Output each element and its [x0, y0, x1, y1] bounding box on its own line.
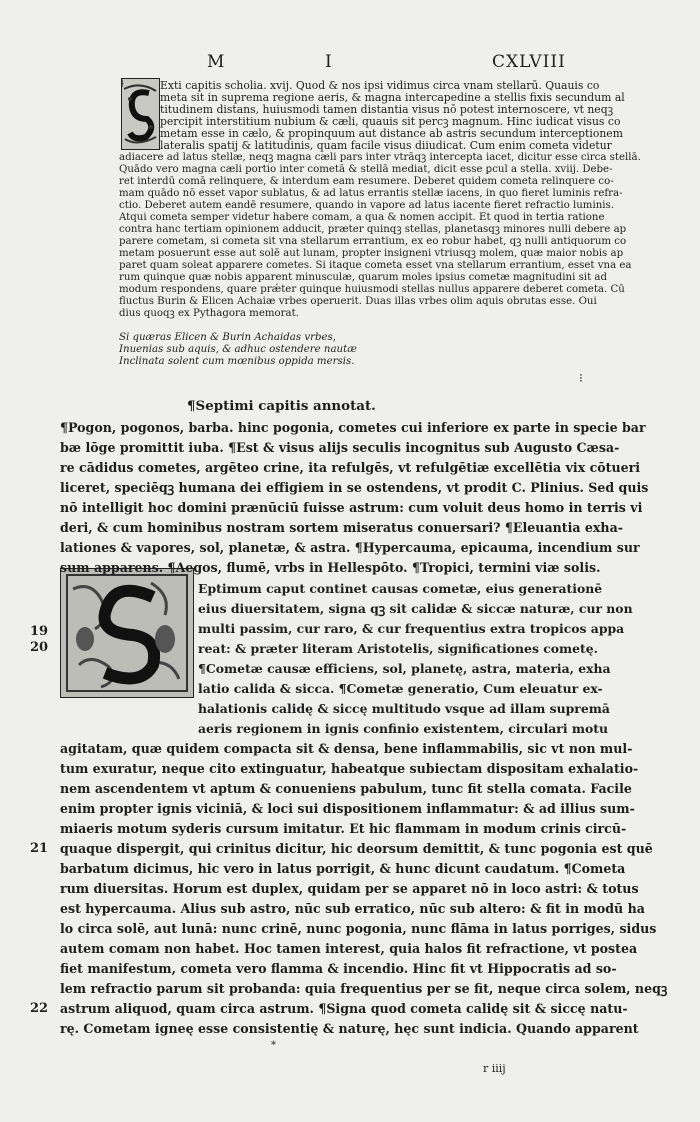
running-head-left: M	[207, 52, 226, 72]
text-line: lem refractio parum sit probanda: quia frequentius per se fit, neque circa solem, neqꝫ	[60, 981, 668, 996]
text-line: latio calida & sicca. ¶Cometæ generatio, Cum eleuatur ex-	[198, 681, 603, 696]
running-head-center: I	[325, 52, 333, 72]
text-line: reat: & præter literam Aristotelis, significationes cometę.	[198, 641, 598, 656]
signature-mark: r iiij	[483, 1062, 506, 1075]
text-line: adiacere ad latus stellæ, neqꝫ magna cæli pars inter vtrāqꝫ intercepta iacet, dicitur esse circa stellā.	[119, 152, 641, 163]
annotation-heading: ¶Septimi capitis annotat.	[187, 398, 376, 414]
text-line: est hypercauma. Alius sub astro, nūc sub erratico, nūc sub altero: & fit in modū ha	[60, 901, 645, 916]
woodcut-initial-s-small	[121, 78, 160, 150]
text-line: autem comam non habet. Hoc tamen interest, quia halos fit refractione, vt postea	[60, 941, 638, 956]
text-line: fiet manifestum, cometa vero flamma & incendio. Hinc fit vt Hippocratis ad so-	[60, 961, 617, 976]
text-line: liceret, speciēqꝫ humana dei effigiem in se ostendens, vt prodit C. Plinius. Sed quis	[60, 480, 649, 495]
text-line: nem ascendentem vt aptum & conueniens pabulum, tunc fit stella comata. Facile	[60, 781, 632, 796]
text-line: modum respondens, quare prǽter quinque huiusmodi stellas nullus apparere deberet cometa. Cū	[119, 284, 625, 295]
text-line: lationes & vapores, sol, planetæ, & astra. ¶Hypercauma, epicauma, incendium sur	[60, 540, 640, 555]
text-line: astrum aliquod, quam circa astrum. ¶Signa quod cometa calidę sit & siccę natu-	[60, 1001, 628, 1016]
text-line: meta sit in suprema regione aeris, & magna intercapedine a stellis fixis secundum al	[160, 91, 625, 104]
text-line: miaeris motum syderis cursum imitatur. Et hic flammam in modum crinis circū-	[60, 821, 627, 836]
text-line: Eptimum caput continet causas cometæ, eius generationē	[198, 581, 603, 596]
text-line: rę. Cometam igneę esse consistentię & naturę, hęc sunt indicia. Quando apparent	[60, 1021, 639, 1036]
text-line: ¶Cometæ causæ efficiens, sol, planetę, astra, materia, exha	[198, 661, 611, 676]
text-line: lateralis spatij & latitudinis, quam facile visus diiudicat. Cum enim cometa videtur	[160, 139, 612, 152]
text-line: Quādo vero magna cæli portio inter cometā & stellā mediat, dicit esse ꝑcul a stella. xviij. Debe-	[119, 164, 613, 175]
woodcut-initial-s-large	[60, 568, 194, 698]
margin-number: 21	[30, 841, 49, 856]
verse-line: Inuenias sub aquis, & adhuc ostendere nautæ	[119, 344, 357, 355]
text-line: enim propter ignis viciniā, & loci sui dispositionem inflammatur: & ad illius sum-	[60, 801, 635, 816]
margin-number: 19	[30, 624, 49, 639]
text-line: Atqui cometa semper videtur habere comam, a qua & nomen accipit. Et quod in tertia ratione	[119, 212, 605, 223]
text-line: fluctus Burin & Elicen Achaiæ vrbes operuerit. Duas illas vrbes olim aquis obrutas esse. Oui	[119, 296, 597, 307]
text-line: parere cometam, si cometa sit vna stellarum errantium, ex eo robur habet, qꝫ nulli antiquorum co	[119, 236, 627, 247]
text-line: rum quinque quæ nobis apparent minusculæ, quarum moles ipsius cometæ magnitudini sit ad	[119, 272, 607, 283]
text-line: bæ lōge promittit iuba. ¶Est & visus alijs seculis incognitus sub Augusto Cæsa-	[60, 440, 620, 455]
text-line: titudinem distans, huiusmodi tamen distantia visus nō potest internoscere, vt neqꝫ	[160, 103, 614, 116]
text-line: ¶Pogon, pogonos, barba. hinc pogonia, cometes cui inferiore ex parte in specie bar	[60, 420, 646, 435]
scholia-marker: ⟊	[121, 77, 124, 90]
text-line: dius quoqꝫ ex Pythagora memorat.	[119, 308, 299, 319]
text-line: quaque dispergit, qui crinitus dicitur, hic deorsum demittit, & tunc pogonia est quē	[60, 841, 653, 856]
text-line: rum diuersitas. Horum est duplex, quidam per se apparet nō in loco astri: & totus	[60, 881, 639, 896]
text-line: metam esse in cælo, & propinquum aut distance ab astris secundum interceptionem	[160, 127, 623, 140]
margin-number: 22	[30, 1001, 49, 1016]
text-line: paret quam soleat apparere cometes. Si itaque cometa esset vna stellarum errantium, esset vna ea	[119, 260, 632, 271]
text-line: deri, & cum hominibus nostram sortem miseratus conuersari? ¶Eleuantia exha-	[60, 520, 623, 535]
text-line: barbatum dicimus, hic vero in latus porrigit, & hunc dicunt caudatum. ¶Cometa	[60, 861, 626, 876]
text-line: halationis calidę & siccę multitudo vsque ad illam supremā	[198, 701, 610, 716]
text-line: tum exuratur, neque cito extinguatur, habeatque subiectam dispositam exhalatio-	[60, 761, 639, 776]
text-line: ret interdū comā relinquere, & interdum eam resumere. Deberet quidem cometa relinquere co-	[119, 176, 614, 187]
text-line: ctio. Deberet autem eandē resumere, quando in vapore ad latus iacente fieret refractio luminis.	[119, 200, 615, 211]
bottom-mark: *	[271, 1040, 276, 1051]
folio-number: CXLVIII	[492, 52, 566, 72]
text-line: percipit interstitium nubium & cæli, quauis sit percꝫ magnum. Hinc iudicat visus co	[160, 115, 621, 128]
text-line: contra hanc tertiam opinionem adducit, præter quinqꝫ stellas, planetasqꝫ minores nulli debere ap	[119, 224, 627, 235]
text-line: eius diuersitatem, signa qꝫ sit calidæ & siccæ naturæ, cur non	[198, 601, 633, 616]
text-line: Exti capitis scholia. xvij. Quod & nos ipsi vidimus circa vnam stellarū. Quauis co	[160, 79, 600, 92]
margin-mark: ⁝	[579, 371, 583, 385]
text-line: metam posuerunt esse aut solē aut lunam, propter insigneni vtriusqꝫ molem, quæ maior nobis ap	[119, 248, 624, 259]
text-line: mam quādo nō esset vapor sublatus, & ad latus errantis stellæ iacens, in quo fieret luminis refra-	[119, 188, 623, 199]
verse-line: Si quæras Elicen & Burin Achaidas vrbes,	[119, 332, 336, 343]
margin-number: 20	[30, 640, 49, 655]
text-line: agitatam, quæ quidem compacta sit & densa, bene inflammabilis, sic vt non mul-	[60, 741, 633, 756]
verse-line: Inclinata solent cum mœnibus oppida mersis.	[119, 356, 355, 367]
text-line: lo circa solē, aut lunā: nunc crinē, nunc pogonia, nunc flāma in latus porriges, sidus	[60, 921, 657, 936]
text-line: re cādidus cometes, argēteo crine, ita refulgēs, vt refulgētiæ excellētia vix cōtueri	[60, 460, 641, 475]
text-line: nō intelligit hoc domini prænūciū fuisse astrum: cum voluit deus homo in terris vi	[60, 500, 643, 515]
text-line: sum apparens. ¶Aegos, flumē, vrbs in Hellespōto. ¶Tropici, termini viæ solis.	[60, 560, 601, 575]
text-line: aeris regionem in ignis confinio existentem, circulari motu	[198, 721, 608, 736]
text-line: multi passim, cur raro, & cur frequentius extra tropicos appa	[198, 621, 625, 636]
